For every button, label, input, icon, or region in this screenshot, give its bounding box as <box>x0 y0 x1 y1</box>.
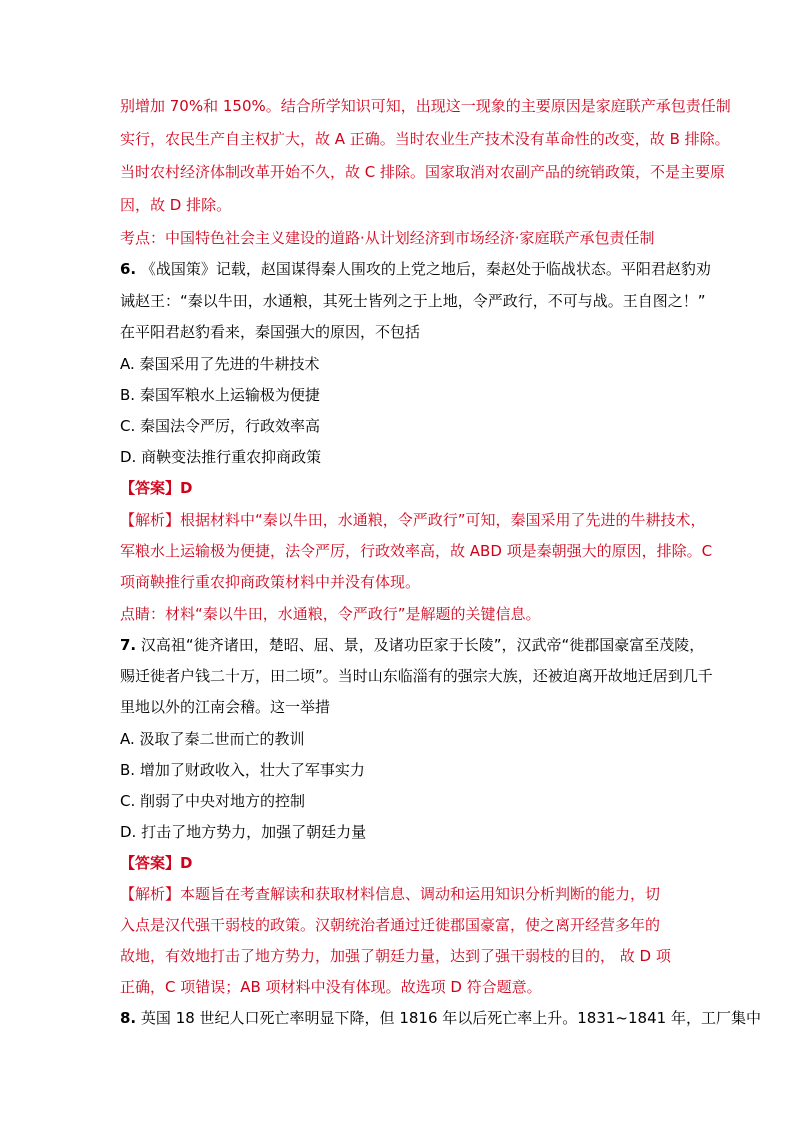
question-7-option-d: D. 打击了地方势力，加强了朝廷力量 <box>120 823 367 841</box>
question-7-stem-text: 汉高祖“徙齐诸田，楚昭、屈、景，及诸功臣家于长陵”，汉武帝“徙郡国豪富至茂陵， <box>140 636 705 654</box>
question-6-number: 6. <box>120 260 137 278</box>
question-8-stem-line-1 <box>120 1008 761 1028</box>
question-6-option-c: C. 秦国法令严厉，行政效率高 <box>120 417 321 435</box>
analysis-continuation-line-1: 别增加 70%和 150%。结合所学知识可知，出现这一现象的主要原因是家庭联产承包责任制 <box>120 97 731 115</box>
question-7-number: 7. <box>120 636 137 654</box>
question-6-stem-line-3: 在平阳君赵豹看来，秦国强大的原因，不包括 <box>120 323 421 341</box>
question-7-analysis-line-3: 故地，有效地打击了地方势力，加强了朝廷力量，达到了强干弱枝的目的， 故 D 项 <box>120 947 671 965</box>
question-8-stem-text: 英国 18 世纪人口死亡率明显下降，但 1816 年以后死亡率上升。1831~1841 年，工厂集中 <box>140 1009 761 1027</box>
question-7-stem-line-2: 赐迁徙者户钱二十万，田二顷”。当时山东临淄有的强宗大族，还被迫离开故地迁居到几千 <box>120 667 713 685</box>
question-7-answer: 【答案】D <box>120 854 193 872</box>
question-7-option-a: A. 汲取了秦二世而亡的教训 <box>120 730 305 748</box>
question-7-analysis-line-2: 入点是汉代强干弱枝的政策。汉朝统治者通过迁徙郡国豪富，使之离开经营多年的 <box>120 916 661 934</box>
kaodian-note: 考点：中国特色社会主义建设的道路·从计划经济到市场经济·家庭联产承包责任制 <box>120 229 655 247</box>
question-7-option-b: B. 增加了财政收入，壮大了军事实力 <box>120 761 365 779</box>
question-7-option-c: C. 削弱了中央对地方的控制 <box>120 792 306 810</box>
question-6-option-b: B. 秦国军粮水上运输极为便捷 <box>120 386 320 404</box>
question-6-analysis-line-1: 【解析】根据材料中“秦以牛田，水通粮，令严政行”可知，秦国采用了先进的牛耕技术， <box>120 511 706 529</box>
question-6-option-d: D. 商鞅变法推行重农抑商政策 <box>120 448 322 466</box>
question-6-dianjing: 点睛：材料“秦以牛田，水通粮，令严政行”是解题的关键信息。 <box>120 605 541 623</box>
question-7-analysis-line-4: 正确，C 项错误；AB 项材料中没有体现。故选项 D 符合题意。 <box>120 978 542 996</box>
analysis-continuation-line-3: 当时农村经济体制改革开始不久，故 C 排除。国家取消对农副产品的统销政策，不是主要原 <box>120 163 726 181</box>
question-6-stem-line-2: 诫赵王：“秦以牛田，水通粮，其死士皆列之于上地，令严政行，不可与战。王自图之！” <box>120 292 706 310</box>
question-7-stem-line-1 <box>120 635 704 655</box>
question-7-stem-line-3: 里地以外的江南会稽。这一举措 <box>120 698 331 716</box>
question-6-stem-line-1 <box>120 259 711 279</box>
question-6-stem-text: 《战国策》记载，赵国谋得秦人围攻的上党之地后，秦赵处于临战状态。平阳君赵豹劝 <box>140 260 711 278</box>
question-6-analysis-line-2: 军粮水上运输极为便捷，法令严厉，行政效率高，故 ABD 项是秦朝强大的原因，排除。C <box>120 542 713 560</box>
question-6-answer: 【答案】D <box>120 479 193 497</box>
question-8-number: 8. <box>120 1009 137 1027</box>
analysis-continuation-line-4: 因，故 D 排除。 <box>120 196 232 214</box>
question-7-analysis-line-1: 【解析】本题旨在考查解读和获取材料信息、调动和运用知识分析判断的能力，切 <box>120 885 661 903</box>
question-6-option-a: A. 秦国采用了先进的牛耕技术 <box>120 355 320 373</box>
analysis-continuation-line-2: 实行，农民生产自主权扩大，故 A 正确。当时农业生产技术没有革命性的改变，故 B 排除。 <box>120 130 730 148</box>
question-6-analysis-line-3: 项商鞅推行重农抑商政策材料中并没有体现。 <box>120 573 421 591</box>
